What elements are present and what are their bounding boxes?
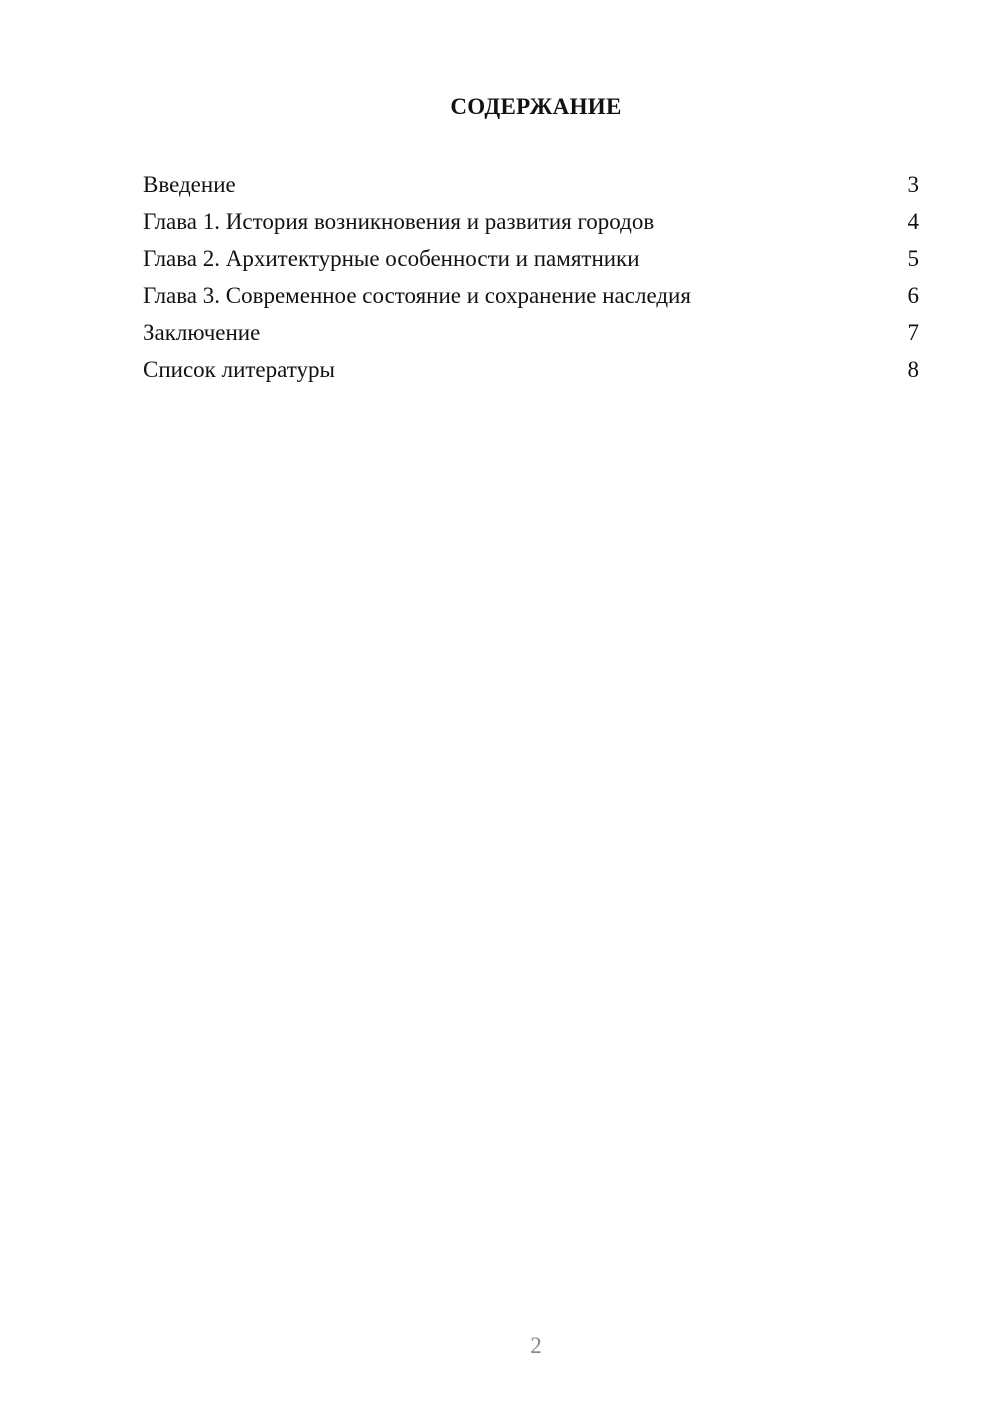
toc-entry-chapter-2[interactable] [143,240,919,277]
toc-entry-label: Список литературы [143,357,335,382]
toc-entry-page: 8 [907,357,919,382]
toc-entry-bibliography[interactable] [143,351,919,388]
toc-entry-label: Заключение [143,320,261,345]
toc-entry-page: 4 [907,209,919,234]
toc-entry-chapter-3[interactable] [143,277,919,314]
page-number: 2 [530,1333,542,1358]
toc-entry-page: 3 [907,172,919,197]
toc-entry-page: 6 [907,283,919,308]
toc-entry-label: Глава 2. Архитектурные особенности и памятники [143,246,640,271]
toc-entry-chapter-1[interactable] [143,203,919,240]
toc-entry-label: Глава 3. Современное состояние и сохранение наследия [143,283,691,308]
toc-entry-label: Глава 1. История возникновения и развития городов [143,209,655,234]
toc-title: СОДЕРЖАНИЕ [450,94,622,119]
toc-entry-label: Введение [143,172,236,197]
table-of-contents [143,166,919,388]
toc-entry-page: 7 [907,320,919,345]
toc-entry-page: 5 [907,246,919,271]
toc-entry-conclusion[interactable] [143,314,919,351]
toc-entry-introduction[interactable] [143,166,919,203]
